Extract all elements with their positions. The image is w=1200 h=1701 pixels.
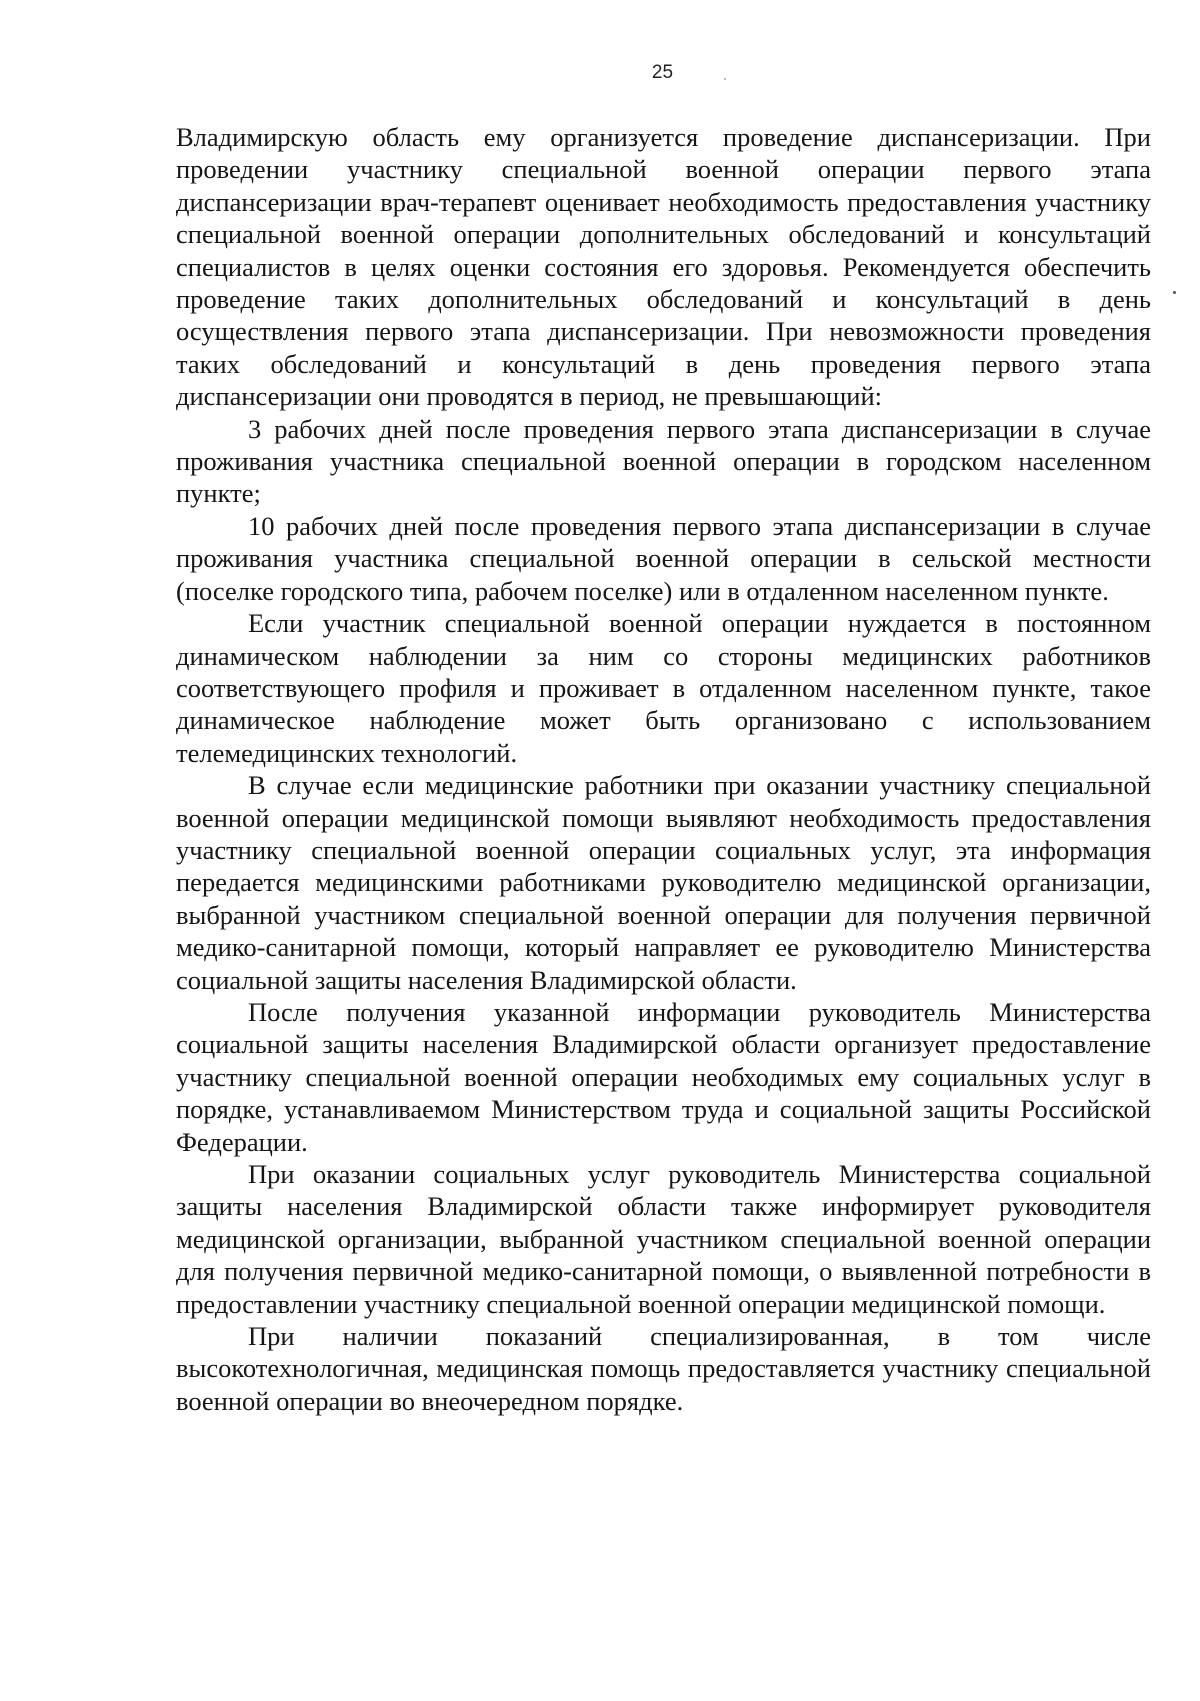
paragraph-rural-term: 10 рабочих дней после проведения первого этапа диспансеризации в случае проживания участника специальной военной операции в сельской местности (поселке городского типа, рабочем поселке) или в отдаленном населенном пункте. (176, 510, 1151, 606)
paragraph-inform-medical-org: При оказании социальных услуг руководитель Министерства социальной защиты населения Владимирской области также информирует руководителя медицинской организации, выбранной участником специальной военной операции для получения первичной медико-санитарной помощи, о выявленной потребности в предоставлении участнику специальной военной операции медицинской помощи. (176, 1159, 1151, 1319)
scan-speck (1173, 291, 1176, 294)
page-number: 25 (651, 62, 674, 83)
paragraph-social-services-provision: После получения указанной информации руководитель Министерства социальной защиты населения Владимирской области организует предоставление участнику специальной военной операции необходимых ему социальных услуг в порядке, устанавливаемом Министерством труда и социальной защиты Российской Федерации. (176, 996, 1151, 1157)
paragraph-specialized-care: При наличии показаний специализированная, в том числе высокотехнологичная, медицинская помощь предоставляется участнику специальной военной операции во внеочередном порядке. (176, 1321, 1151, 1416)
paragraph-telemedicine: Если участник специальной военной операции нуждается в постоянном динамическом наблюдении за ним со стороны медицинских работников соответствующего профиля и проживает в отдаленном населенном пункте, такое динамическое наблюдение может быть организовано с использованием телемедицинских технологий. (176, 608, 1151, 768)
document-body (176, 121, 1151, 1417)
scan-speck (724, 78, 726, 80)
paragraph-urban-term: 3 рабочих дней после проведения первого этапа диспансеризации в случае проживания участника специальной военной операции в городском населенном пункте; (176, 413, 1151, 509)
paragraph-continuation: Владимирскую область ему организуется проведение диспансеризации. При проведении участнику специальной военной операции первого этапа диспансеризации врач-терапевт оценивает необходимость предоставления участнику специальной военной операции дополнительных обследований и консультаций специалистов в целях оценки состояния его здоровья. Рекомендуется обеспечить проведение таких дополнительных обследований и консультаций в день осуществления первого этапа диспансеризации. При невозможности проведения таких обследований и консультаций в день проведения первого этапа диспансеризации они проводятся в период, не превышающий: (176, 122, 1151, 412)
paragraph-social-services-need: В случае если медицинские работники при оказании участнику специальной военной операции медицинской помощи выявляют необходимость предоставления участнику специальной военной операции социальных услуг, эта информация передается медицинскими работниками руководителю медицинской организации, выбранной участником специальной военной операции для получения первичной медико-санитарной помощи, который направляет ее руководителю Министерства социальной защиты населения Владимирской области. (176, 770, 1151, 995)
